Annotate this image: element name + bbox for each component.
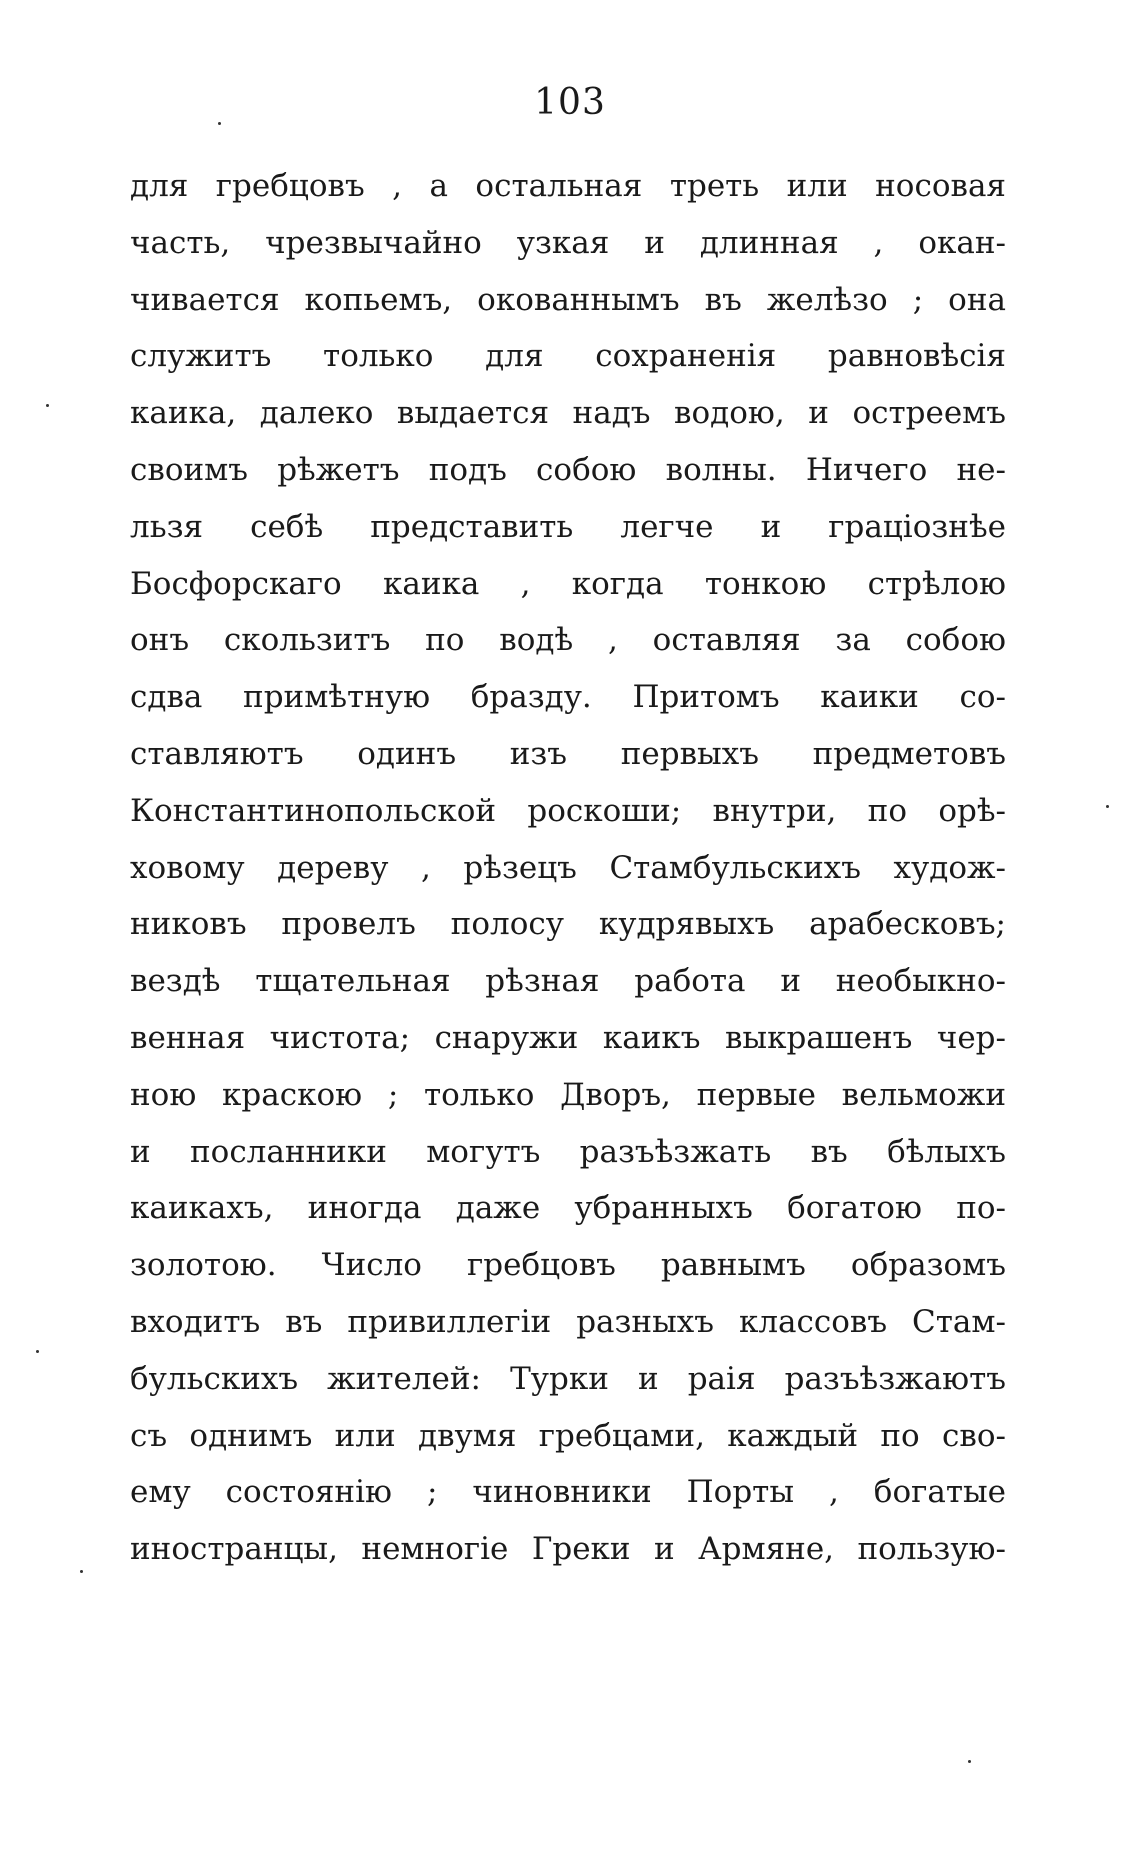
text-line: сдва примѣтную бразду. Притомъ каики со-	[130, 679, 1006, 716]
print-speck	[80, 1570, 83, 1573]
text-line: своимъ рѣжетъ подъ собою волны. Ничего не-	[130, 451, 1006, 488]
text-line: каика, далеко выдается надъ водою, и остреемъ	[130, 395, 1006, 432]
text-line: каикахъ, иногда даже убранныхъ богатою по-	[130, 1190, 1006, 1227]
text-line: Босфорскаго каика , когда тонкою стрѣлою	[130, 565, 1006, 602]
print-speck	[218, 122, 221, 125]
print-speck	[36, 1350, 39, 1353]
text-line: для гребцовъ , а остальная треть или носовая	[130, 168, 1006, 204]
text-line: входитъ въ привиллегіи разныхъ классовъ Стам-	[130, 1303, 1006, 1340]
page-number: 103	[534, 82, 606, 123]
text-line: никовъ провелъ полосу кудрявыхъ арабесковъ;	[130, 906, 1006, 943]
print-speck	[46, 404, 49, 407]
text-line: льзя себѣ представить легче и граціознѣе	[130, 508, 1006, 545]
text-line: чивается копьемъ, окованнымъ въ желѣзо ; она	[130, 281, 1006, 318]
text-line: ставляютъ одинъ изъ первыхъ предметовъ	[130, 735, 1006, 772]
text-line: ховому дереву , рѣзецъ Стамбульскихъ худож-	[130, 849, 1006, 886]
text-line: ною краскою ; только Дворъ, первые вельможи	[130, 1076, 1006, 1113]
text-line: золотою. Число гребцовъ равнымъ образомъ	[130, 1247, 1006, 1284]
text-line: Константинопольской роскоши; внутри, по орѣ-	[130, 792, 1006, 829]
text-line: съ однимъ или двумя гребцами, каждый по сво-	[130, 1417, 1006, 1454]
text-line: часть, чрезвычайно узкая и длинная , окан-	[130, 224, 1006, 261]
body-text	[130, 158, 1006, 1578]
text-line: ему состоянію ; чиновники Порты , богатые	[130, 1474, 1006, 1511]
text-line: онъ скользитъ по водѣ , оставляя за собою	[130, 622, 1006, 659]
text-line: венная чистота; снаружи каикъ выкрашенъ чер-	[130, 1019, 1006, 1056]
print-speck	[1106, 805, 1109, 808]
text-line: вездѣ тщательная рѣзная работа и необыкно-	[130, 963, 1006, 1000]
print-speck	[968, 1760, 971, 1763]
text-line: бульскихъ жителей: Турки и раія разъѣзжаютъ	[130, 1360, 1006, 1397]
text-line: служитъ только для сохраненія равновѣсія	[130, 338, 1006, 375]
text-line: и посланники могутъ разъѣзжать въ бѣлыхъ	[130, 1133, 1006, 1170]
text-line: иностранцы, немногіе Греки и Армяне, пользую-	[130, 1531, 1006, 1568]
